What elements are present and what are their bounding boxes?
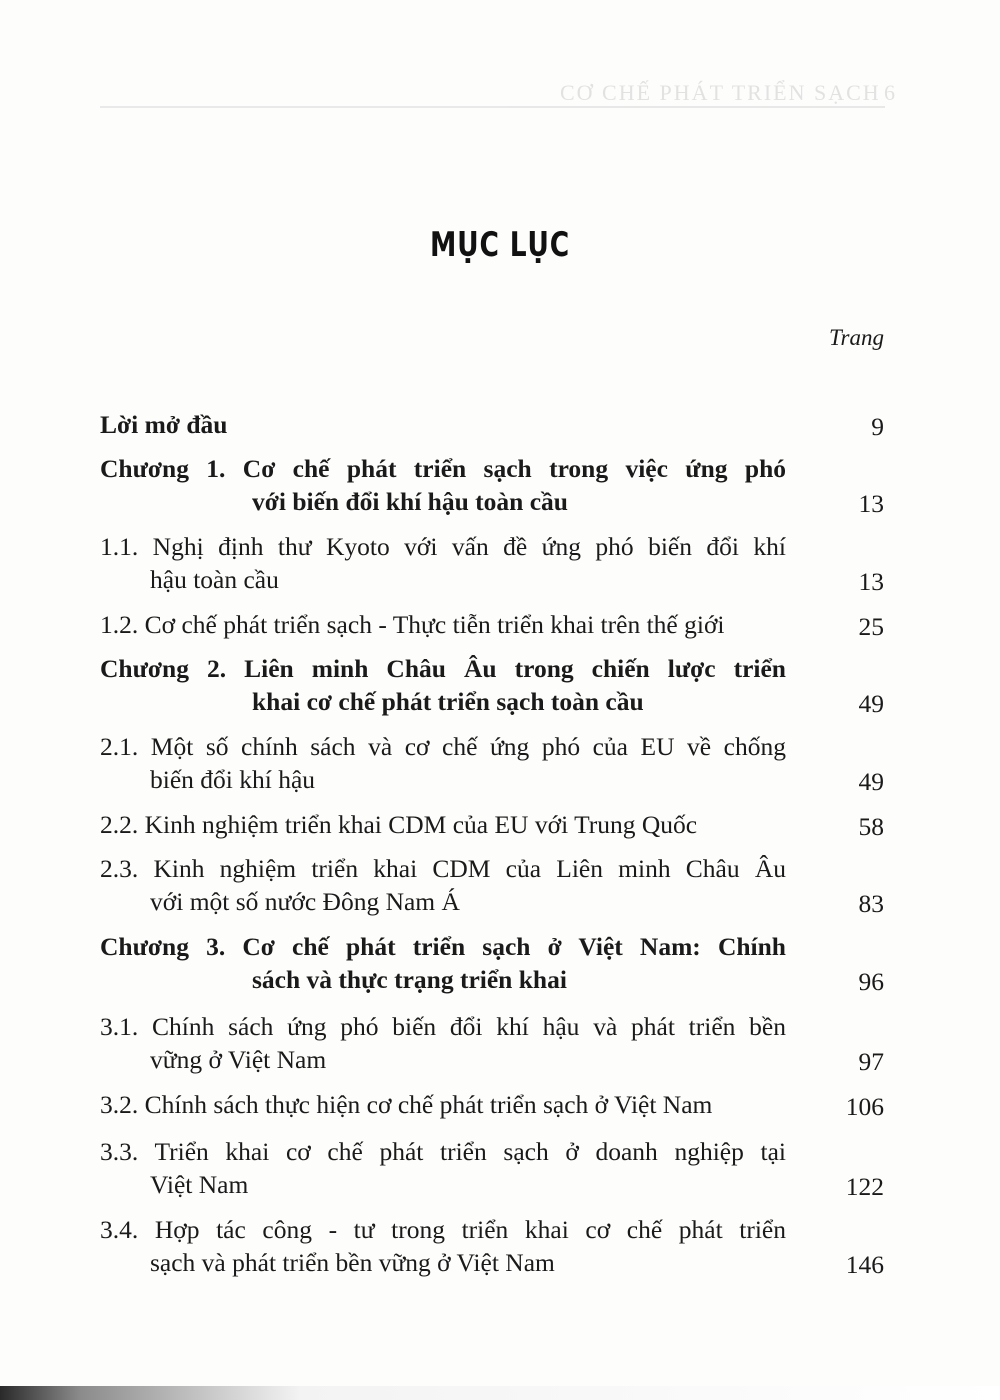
- toc-entry-line: Chương 3. Cơ chế phát triển sạch ở Việt Nam: Chính: [100, 932, 786, 961]
- ghost-page-number: 6: [884, 80, 895, 105]
- toc-entry-line: 2.2. Kinh nghiệm triển khai CDM của EU với Trung Quốc: [100, 810, 698, 839]
- toc-entry-line: sách và thực trạng triển khai: [252, 965, 567, 994]
- toc-page-number: 9: [871, 412, 884, 441]
- toc-entry-title: [100, 1010, 786, 1076]
- toc-entry-line: 1.1. Nghị định thư Kyoto với vấn đề ứng phó biến đổi khí: [100, 532, 786, 561]
- toc-entry-line: Lời mở đầu: [100, 410, 228, 439]
- page-column-label: Trang: [829, 325, 884, 350]
- page-title: MỤC LỤC: [430, 225, 570, 265]
- bleed-through-header: [100, 80, 895, 108]
- toc-page-number: 96: [858, 967, 884, 996]
- toc-page-number: 49: [858, 767, 884, 796]
- toc-page-number: 122: [845, 1172, 884, 1201]
- toc-entry-line: khai cơ chế phát triển sạch toàn cầu: [252, 687, 644, 716]
- toc-entry-line: Việt Nam: [150, 1170, 249, 1199]
- toc-page-number: 106: [845, 1092, 884, 1121]
- toc-entry-title: [100, 930, 786, 996]
- toc-entry-title: [100, 808, 786, 841]
- toc-entry-line: Chương 2. Liên minh Châu Âu trong chiến lược triển: [100, 654, 786, 683]
- toc-entry-title: [100, 1213, 786, 1279]
- toc-page-number: 25: [858, 612, 884, 641]
- toc-entry-line: vững ở Việt Nam: [150, 1045, 327, 1074]
- toc-entry-title: [100, 530, 786, 596]
- toc-page-number: 83: [858, 889, 884, 918]
- toc-entry-title: [100, 1088, 786, 1121]
- toc-entry-line: Chương 1. Cơ chế phát triển sạch trong việc ứng phó: [100, 454, 786, 483]
- toc-page-number: 146: [845, 1250, 884, 1279]
- toc-entry-line: 2.3. Kinh nghiệm triển khai CDM của Liên minh Châu Âu: [100, 854, 786, 883]
- toc-entry-title: [100, 408, 786, 441]
- ghost-running-title: CƠ CHẾ PHÁT TRIỂN SẠCH: [560, 80, 881, 105]
- toc-entry-line: 3.1. Chính sách ứng phó biến đổi khí hậu và phát triển bền: [100, 1012, 786, 1041]
- toc-entry-title: [100, 652, 786, 718]
- toc-entry-title: [100, 608, 786, 641]
- toc-entry-line: 3.2. Chính sách thực hiện cơ chế phát triển sạch ở Việt Nam: [100, 1090, 713, 1119]
- toc-page-number: 58: [858, 812, 884, 841]
- toc-entry-title: [100, 452, 786, 518]
- toc-entry-line: 1.2. Cơ chế phát triển sạch - Thực tiễn triển khai trên thế giới: [100, 610, 725, 639]
- toc-entry-line: 2.1. Một số chính sách và cơ chế ứng phó của EU về chống: [100, 732, 786, 761]
- toc-entry-title: [100, 730, 786, 796]
- toc-entry-line: với biến đổi khí hậu toàn cầu: [252, 487, 568, 516]
- toc-entry-line: với một số nước Đông Nam Á: [150, 887, 460, 916]
- toc-entry-line: biến đổi khí hậu: [150, 765, 316, 794]
- toc-page-number: 97: [858, 1047, 884, 1076]
- toc-page-number: 13: [858, 567, 884, 596]
- toc-page-number: 13: [858, 489, 884, 518]
- toc-entry-line: 3.4. Hợp tác công - tư trong triển khai cơ chế phát triển: [100, 1215, 786, 1244]
- toc-entry-line: hậu toàn cầu: [150, 565, 279, 594]
- toc-entry-title: [100, 852, 786, 918]
- toc-entry-title: [100, 1135, 786, 1201]
- toc-page-number: 49: [858, 689, 884, 718]
- toc-entry-line: 3.3. Triển khai cơ chế phát triển sạch ở doanh nghiệp tại: [100, 1137, 786, 1166]
- toc-entry-line: sạch và phát triển bền vững ở Việt Nam: [150, 1248, 555, 1277]
